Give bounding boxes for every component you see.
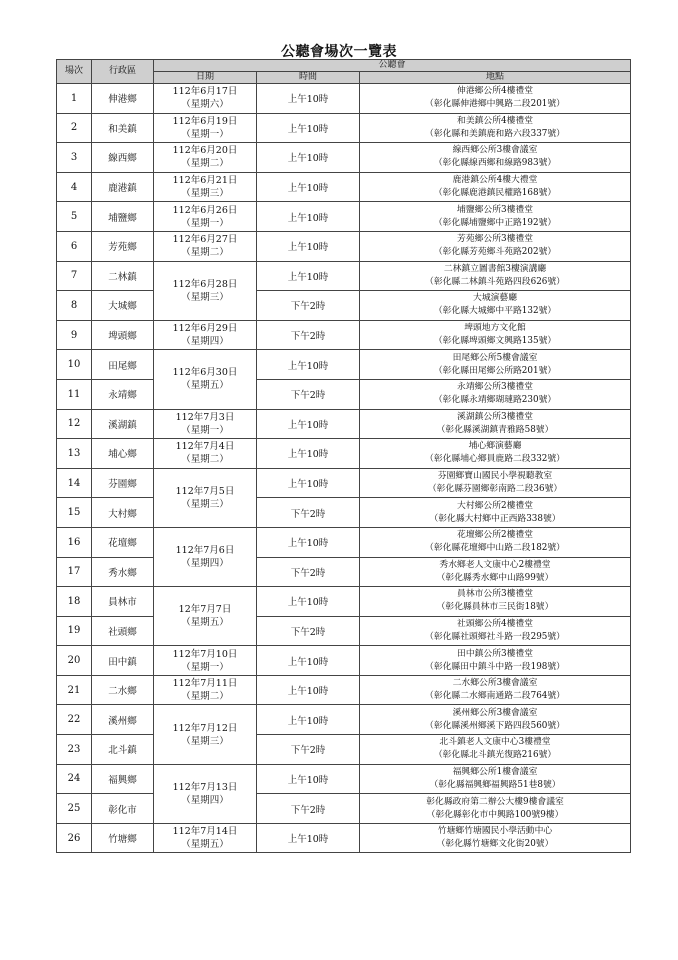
hearing-location [360, 468, 631, 498]
hearing-time: 上午10時 [257, 527, 360, 557]
venue-address: （彰化縣彰化市中興路100號9樓） [426, 809, 564, 820]
venue-name: 鹿港鎮公所4樓大禮堂 [452, 175, 538, 186]
hearing-time: 上午10時 [257, 675, 360, 705]
venue-address: （彰化縣二水鄉南通路二段764號） [425, 691, 565, 702]
table-row [57, 202, 631, 232]
table-row [57, 498, 631, 528]
table-row [57, 764, 631, 794]
hearing-location [360, 291, 631, 321]
hearing-date [154, 143, 257, 173]
hearing-location [360, 616, 631, 646]
venue-address: （彰化縣鹿港鎮民權路168號） [433, 188, 557, 199]
hearing-location [360, 794, 631, 824]
table-row [57, 84, 631, 114]
weekday-text: （星期五） [181, 617, 229, 629]
hearing-location [360, 587, 631, 617]
district-name: 花壇鄉 [92, 527, 154, 557]
district-name: 伸港鄉 [92, 84, 154, 114]
hearing-date [154, 172, 257, 202]
date-text: 112年6月28日 [172, 278, 238, 290]
table-row [57, 705, 631, 735]
venue-name: 竹塘鄉竹塘國民小學活動中心 [437, 826, 553, 837]
hearing-time: 下午2時 [257, 320, 360, 350]
date-text: 112年7月5日 [175, 485, 235, 497]
session-number: 21 [57, 675, 92, 705]
hearing-location [360, 498, 631, 528]
venue-address: （彰化縣福興鄉福興路51巷8號） [429, 779, 561, 790]
table-row [57, 794, 631, 824]
venue-name: 永靖鄉公所3樓禮堂 [457, 382, 533, 393]
session-number: 11 [57, 379, 92, 409]
district-name: 田尾鄉 [92, 350, 154, 380]
session-number: 19 [57, 616, 92, 646]
hearing-location [360, 823, 631, 853]
date-text: 112年6月20日 [172, 145, 238, 157]
date-text: 112年6月30日 [172, 367, 238, 379]
hearing-date [154, 84, 257, 114]
header-district: 行政區 [92, 60, 154, 84]
date-text: 112年7月12日 [172, 722, 238, 734]
table-row [57, 735, 631, 765]
table-row [57, 527, 631, 557]
hearing-time: 下午2時 [257, 735, 360, 765]
venue-address: （彰化縣竹塘鄉文化街20號） [436, 839, 554, 850]
district-name: 北斗鎮 [92, 735, 154, 765]
venue-address: （彰化縣埔鹽鄉中正路192號） [433, 217, 557, 228]
venue-address: （彰化縣溪州鄉溪下路四段560號） [425, 720, 565, 731]
venue-name: 秀水鄉老人文康中心2樓禮堂 [439, 559, 551, 570]
venue-name: 員林市公所3樓禮堂 [457, 589, 533, 600]
venue-address: （彰化縣伸港鄉中興路二段201號） [425, 99, 565, 110]
table-row [57, 172, 631, 202]
district-name: 二林鎮 [92, 261, 154, 291]
district-name: 線西鄉 [92, 143, 154, 173]
hearing-date [154, 320, 257, 350]
district-name: 員林市 [92, 587, 154, 617]
hearing-time: 下午2時 [257, 616, 360, 646]
table-row [57, 468, 631, 498]
weekday-text: （星期二） [181, 454, 229, 466]
date-text: 112年7月14日 [172, 826, 238, 838]
date-text: 112年6月26日 [172, 204, 238, 216]
date-text: 112年7月3日 [175, 411, 235, 423]
date-text: 12年7月7日 [178, 604, 232, 616]
venue-address: （彰化縣大村鄉中正西路338號） [429, 513, 561, 524]
header-location: 地點 [360, 72, 631, 84]
table-row [57, 557, 631, 587]
venue-address: （彰化縣芬園鄉彰南路二段36號） [427, 484, 563, 495]
venue-name: 社頭鄉公所4樓禮堂 [457, 618, 533, 629]
hearing-location [360, 735, 631, 765]
district-name: 和美鎮 [92, 113, 154, 143]
hearing-time: 上午10時 [257, 202, 360, 232]
table-row [57, 616, 631, 646]
hearing-time: 上午10時 [257, 646, 360, 676]
date-text: 112年7月4日 [175, 441, 235, 453]
table-row [57, 320, 631, 350]
weekday-text: （星期四） [181, 794, 229, 806]
venue-name: 田尾鄉公所5樓會議室 [452, 352, 538, 363]
hearing-date [154, 231, 257, 261]
session-number: 15 [57, 498, 92, 528]
hearing-time: 上午10時 [257, 764, 360, 794]
session-number: 10 [57, 350, 92, 380]
date-text: 112年6月21日 [172, 175, 238, 187]
weekday-text: （星期四） [181, 336, 229, 348]
table-row [57, 587, 631, 617]
date-text: 112年6月29日 [172, 323, 238, 335]
hearing-location [360, 646, 631, 676]
session-number: 9 [57, 320, 92, 350]
hearing-time: 上午10時 [257, 705, 360, 735]
hearing-time: 上午10時 [257, 409, 360, 439]
session-number: 13 [57, 439, 92, 469]
hearing-time: 下午2時 [257, 498, 360, 528]
venue-address: （彰化縣員林市三民街18號） [436, 602, 554, 613]
district-name: 社頭鄉 [92, 616, 154, 646]
session-number: 7 [57, 261, 92, 291]
district-name: 秀水鄉 [92, 557, 154, 587]
venue-name: 和美鎮公所4樓禮堂 [457, 115, 533, 126]
session-number: 2 [57, 113, 92, 143]
header-hearing: 公聽會 [154, 60, 631, 72]
hearing-time: 上午10時 [257, 143, 360, 173]
hearing-location [360, 320, 631, 350]
hearing-date [154, 705, 257, 764]
weekday-text: （星期四） [181, 558, 229, 569]
hearing-time: 下午2時 [257, 379, 360, 409]
session-number: 24 [57, 764, 92, 794]
session-number: 12 [57, 409, 92, 439]
hearing-location [360, 557, 631, 587]
venue-address: （彰化縣大城鄉中平路132號） [433, 306, 557, 317]
hearing-location [360, 84, 631, 114]
weekday-text: （星期二） [181, 247, 229, 259]
venue-address: （彰化縣田中鎮斗中路一段198號） [425, 661, 565, 672]
venue-address: （彰化縣線西鄉和線路983號） [433, 158, 557, 169]
hearing-date [154, 439, 257, 469]
district-name: 大城鄉 [92, 291, 154, 321]
venue-address: （彰化縣埤頭鄉文興路135號） [433, 336, 557, 347]
venue-name: 二水鄉公所3樓會議室 [452, 678, 538, 689]
hearing-date [154, 261, 257, 320]
session-number: 20 [57, 646, 92, 676]
district-name: 福興鄉 [92, 764, 154, 794]
venue-name: 埔心鄉演藝廳 [468, 441, 522, 452]
hearing-date [154, 350, 257, 409]
header-time: 時間 [257, 72, 360, 84]
hearing-time: 下午2時 [257, 291, 360, 321]
hearing-time: 上午10時 [257, 439, 360, 469]
venue-address: （彰化縣溪湖鎮青雅路58號） [436, 424, 554, 435]
hearing-date [154, 764, 257, 823]
hearing-date [154, 527, 257, 586]
weekday-text: （星期三） [181, 498, 229, 510]
hearing-location [360, 439, 631, 469]
venue-name: 溪湖鎮公所3樓禮堂 [457, 411, 533, 422]
district-name: 埤頭鄉 [92, 320, 154, 350]
table-row [57, 350, 631, 380]
hearing-time: 上午10時 [257, 113, 360, 143]
header-date: 日期 [154, 72, 257, 84]
hearing-time: 上午10時 [257, 350, 360, 380]
table-row [57, 439, 631, 469]
venue-name: 福興鄉公所1樓會議室 [452, 766, 538, 777]
hearing-location [360, 409, 631, 439]
session-number: 22 [57, 705, 92, 735]
venue-name: 芬園鄉寶山國民小學視聽教室 [437, 471, 553, 482]
date-text: 112年7月10日 [172, 648, 238, 660]
venue-name: 花壇鄉公所2樓禮堂 [457, 530, 533, 541]
district-name: 永靖鄉 [92, 379, 154, 409]
table-row [57, 231, 631, 261]
hearing-location [360, 350, 631, 380]
hearing-date [154, 409, 257, 439]
session-number: 18 [57, 587, 92, 617]
weekday-text: （星期六） [181, 99, 229, 111]
hearing-location [360, 172, 631, 202]
venue-name: 埤頭地方文化館 [464, 323, 526, 334]
district-name: 彰化市 [92, 794, 154, 824]
session-number: 25 [57, 794, 92, 824]
table-row [57, 646, 631, 676]
weekday-text: （星期二） [181, 691, 229, 703]
date-text: 112年6月27日 [172, 234, 238, 246]
district-name: 二水鄉 [92, 675, 154, 705]
district-name: 鹿港鎮 [92, 172, 154, 202]
venue-name: 北斗鎮老人文康中心3樓禮堂 [439, 737, 551, 748]
date-text: 112年7月13日 [172, 781, 238, 793]
table-row [57, 379, 631, 409]
venue-name: 田中鎮公所3樓禮堂 [457, 648, 533, 659]
session-number: 23 [57, 735, 92, 765]
table-row [57, 675, 631, 705]
venue-name: 伸港鄉公所4樓禮堂 [457, 86, 533, 97]
hearing-date [154, 675, 257, 705]
hearing-date [154, 823, 257, 853]
session-number: 17 [57, 557, 92, 587]
hearing-location [360, 379, 631, 409]
table-row [57, 291, 631, 321]
venue-address: （彰化縣花壇鄉中山路二段182號） [425, 543, 565, 554]
venue-name: 大村鄉公所2樓禮堂 [457, 500, 533, 511]
hearing-time: 上午10時 [257, 172, 360, 202]
venue-address: （彰化縣二林鎮斗苑路四段626號） [425, 276, 565, 287]
hearing-time: 上午10時 [257, 468, 360, 498]
date-text: 112年6月19日 [172, 115, 238, 127]
hearing-date [154, 646, 257, 676]
table-row [57, 113, 631, 143]
venue-address: （彰化縣芳苑鄉斗苑路202號） [433, 247, 557, 258]
hearing-time: 上午10時 [257, 231, 360, 261]
session-number: 16 [57, 527, 92, 557]
venue-name: 大城演藝廳 [473, 293, 518, 304]
hearing-time: 下午2時 [257, 557, 360, 587]
session-number: 5 [57, 202, 92, 232]
hearing-location [360, 764, 631, 794]
date-text: 112年7月11日 [172, 678, 238, 690]
weekday-text: （星期一） [181, 217, 229, 229]
weekday-text: （星期三） [181, 291, 229, 303]
venue-address: （彰化縣社頭鄉社斗路一段295號） [425, 631, 565, 642]
session-number: 6 [57, 231, 92, 261]
venue-name: 溪州鄉公所3樓會議室 [452, 707, 538, 718]
hearing-time: 上午10時 [257, 261, 360, 291]
page-title: 公聽會場次一覽表 [281, 44, 397, 60]
session-number: 8 [57, 291, 92, 321]
weekday-text: （星期二） [181, 158, 229, 170]
hearing-date [154, 202, 257, 232]
session-number: 3 [57, 143, 92, 173]
weekday-text: （星期一） [181, 128, 229, 140]
venue-name: 彰化縣政府第二辦公大樓9樓會議室 [426, 796, 564, 807]
table-body [57, 84, 631, 853]
district-name: 芬園鄉 [92, 468, 154, 498]
hearing-location [360, 527, 631, 557]
weekday-text: （星期一） [181, 661, 229, 673]
venue-address: （彰化縣埔心鄉員鹿路二段332號） [425, 454, 565, 465]
session-number: 1 [57, 84, 92, 114]
hearing-location [360, 231, 631, 261]
venue-name: 埔鹽鄉公所3樓禮堂 [457, 204, 533, 215]
hearing-date [154, 587, 257, 646]
district-name: 溪州鄉 [92, 705, 154, 735]
table-row [57, 823, 631, 853]
hearing-time: 上午10時 [257, 84, 360, 114]
venue-address: （彰化縣永靖鄉瑚璉路230號） [433, 395, 557, 406]
table-row [57, 409, 631, 439]
weekday-text: （星期五） [181, 839, 229, 851]
venue-address: （彰化縣秀水鄉中山路99號） [436, 572, 554, 583]
venue-name: 二林鎮立圖書館3樓演講廳 [443, 263, 547, 274]
district-name: 埔鹽鄉 [92, 202, 154, 232]
district-name: 竹塘鄉 [92, 823, 154, 853]
hearing-location [360, 143, 631, 173]
session-number: 26 [57, 823, 92, 853]
hearing-date [154, 468, 257, 527]
hearing-time: 上午10時 [257, 587, 360, 617]
venue-address: （彰化縣和美鎮鹿和路六段337號） [425, 128, 565, 139]
district-name: 大村鄉 [92, 498, 154, 528]
venue-address: （彰化縣北斗鎮光復路216號） [433, 750, 557, 761]
weekday-text: （星期五） [181, 380, 229, 392]
hearing-location [360, 202, 631, 232]
date-text: 112年7月6日 [175, 545, 235, 556]
venue-name: 線西鄉公所3樓會議室 [452, 145, 538, 156]
hearing-location [360, 675, 631, 705]
weekday-text: （星期三） [181, 735, 229, 747]
hearing-time: 上午10時 [257, 823, 360, 853]
venue-name: 芳苑鄉公所3樓禮堂 [457, 234, 533, 245]
district-name: 田中鎮 [92, 646, 154, 676]
table-row [57, 143, 631, 173]
district-name: 埔心鄉 [92, 439, 154, 469]
hearing-schedule-table [56, 59, 631, 853]
date-text: 112年6月17日 [172, 86, 238, 98]
weekday-text: （星期三） [181, 188, 229, 200]
hearing-location [360, 261, 631, 291]
district-name: 溪湖鎮 [92, 409, 154, 439]
district-name: 芳苑鄉 [92, 231, 154, 261]
hearing-location [360, 705, 631, 735]
hearing-location [360, 113, 631, 143]
hearing-time: 下午2時 [257, 794, 360, 824]
header-session: 場次 [57, 60, 92, 84]
session-number: 14 [57, 468, 92, 498]
table-row [57, 261, 631, 291]
session-number: 4 [57, 172, 92, 202]
hearing-date [154, 113, 257, 143]
venue-address: （彰化縣田尾鄉公所路201號） [433, 365, 557, 376]
weekday-text: （星期一） [181, 424, 229, 436]
